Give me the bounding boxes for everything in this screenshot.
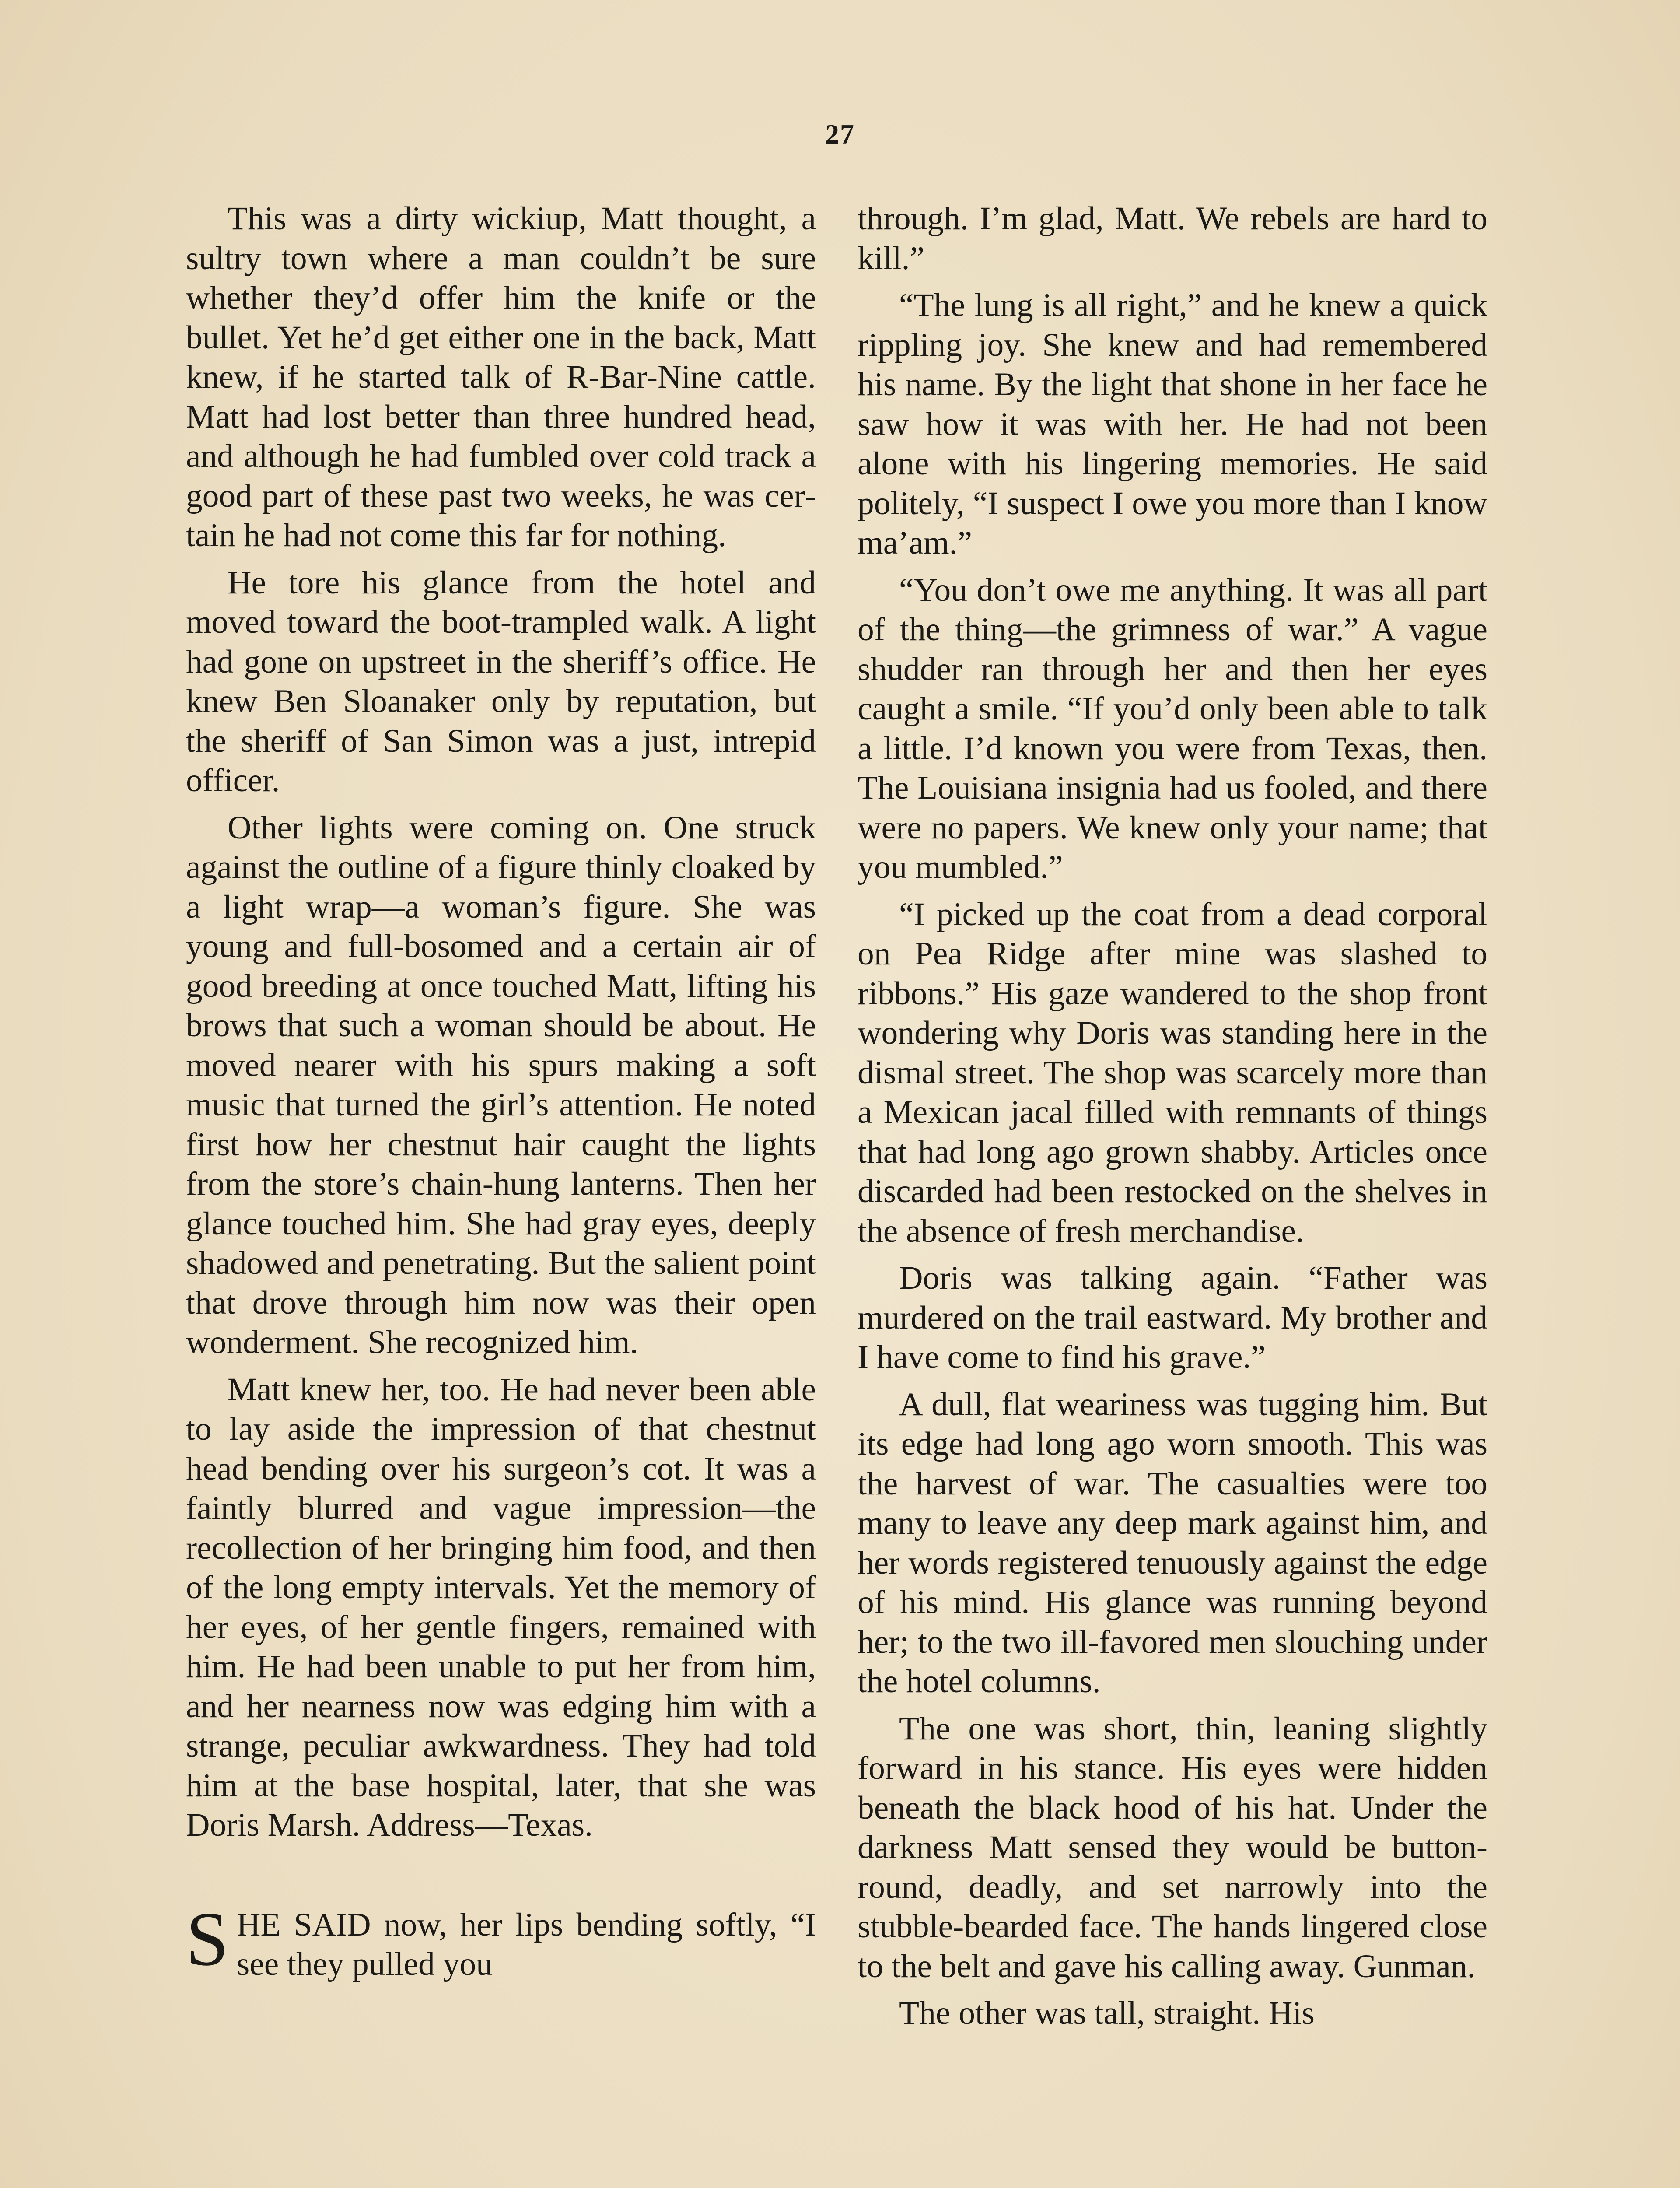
paragraph: The other was tall, straight. His (899, 1995, 1315, 2031)
paragraph: Matt knew her, too. He had never been able to lay aside the impression of that chestnut head bending over his surgeon’s cot. It was a faintly blurred and vague impression—the recollection of her bringing him food, and then of the long empty intervals. Yet the memory of her eyes, of her gentle fingers, remained with him. He had been unable to put her from him, and her nearness now was edging him with a strange, peculiar awkwardness. They had told him at the base hospital, later, that she was Doris Marsh. Address—Texas. (186, 1371, 816, 1843)
left-column (186, 199, 816, 1992)
paragraph: He tore his glance from the hotel and moved toward the boot-trampled walk. A light had gone on upstreet in the sheriff’s office. He knew Ben Sloanaker only by reputation, but the sheriff of San Simon was a just, intrepid officer. (186, 564, 816, 799)
paragraph: The one was short, thin, leaning slightly forward in his stance. His eyes were hidden beneath the black hood of his hat. Under the darkness Matt sensed they would be button-round, deadly, and set narrowly into the stubble-bearded face. The hands lingered close to the belt and gave his calling away. Gunman. (858, 1710, 1488, 1985)
drop-cap: S (186, 1896, 229, 1982)
paragraph: “The lung is all right,” and he knew a quick rippling joy. She knew and had remembered his name. By the light that shone in her face he saw how it was with her. He had not been alone with his lingering memories. He said politely, “I suspect I owe you more than I know ma’am.” (858, 287, 1488, 561)
paragraph: A dull, flat weariness was tugging him. But its edge had long ago worn smooth. This was the harvest of war. The casualties were too many to leave any deep mark against him, and her words registered tenuously against the edge of his mind. His glance was running beyond her; to the two ill-favored men slouching under the hotel columns. (858, 1386, 1488, 1700)
section-break (186, 1853, 816, 1905)
dropcap-paragraph-text: HE SAID now, her lips bending softly, “I see they pulled you (236, 1906, 816, 1982)
paragraph: This was a dirty wickiup, Matt thought, a sultry town where a man couldn’t be sure whether they’d offer him the knife or the bullet. Yet he’d get either one in the back, Matt knew, if he started talk of R-Bar-Nine cattle. Matt had lost better than three hundred head, and although he had fumbled over cold track a good part of these past two weeks, he was certain he had not come this far for nothing. (186, 200, 816, 554)
paragraph: “I picked up the coat from a dead corporal on Pea Ridge after mine was slashed to ribbons.” His gaze wandered to the shop front wondering why Doris was standing here in the dismal street. The shop was scarcely more than a Mexican jacal filled with remnants of things that had long ago grown shabby. Articles once discarded had been restocked on the shelves in the absence of fresh merchandise. (858, 896, 1488, 1249)
paragraph: Doris was talking again. “Father was murdered on the trail eastward. My brother and I have come to find his grave.” (858, 1260, 1488, 1375)
page-number: 27 (825, 119, 855, 150)
paragraph: “You don’t owe me anything. It was all part of the thing—the grimness of war.” A vague shudder ran through her and then her eyes caught a smile. “If you’d only been able to talk a little. I’d known you were from Texas, then. The Louisiana insignia had us fooled, and there were no papers. We knew only your name; that you mumbled.” (858, 572, 1488, 885)
paragraph-continued: through. I’m glad, Matt. We rebels are hard to kill.” (858, 200, 1488, 277)
paragraph: Other lights were coming on. One struck against the outline of a figure thinly cloaked by a light wrap—a woman’s figure. She was young and full-bosomed and a certain air of good breeding at once touched Matt, lifting his brows that such a woman should be about. He moved nearer with his spurs making a soft music that turned the girl’s attention. He noted first how her chestnut hair caught the lights from the store’s chain-hung lanterns. Then her glance touched him. She had gray eyes, deeply shadowed and penetrating. But the salient point that drove through him now was their open wonderment. She recognized him. (186, 809, 816, 1360)
dropcap-paragraph (186, 1896, 816, 1985)
right-column (858, 199, 1488, 2041)
